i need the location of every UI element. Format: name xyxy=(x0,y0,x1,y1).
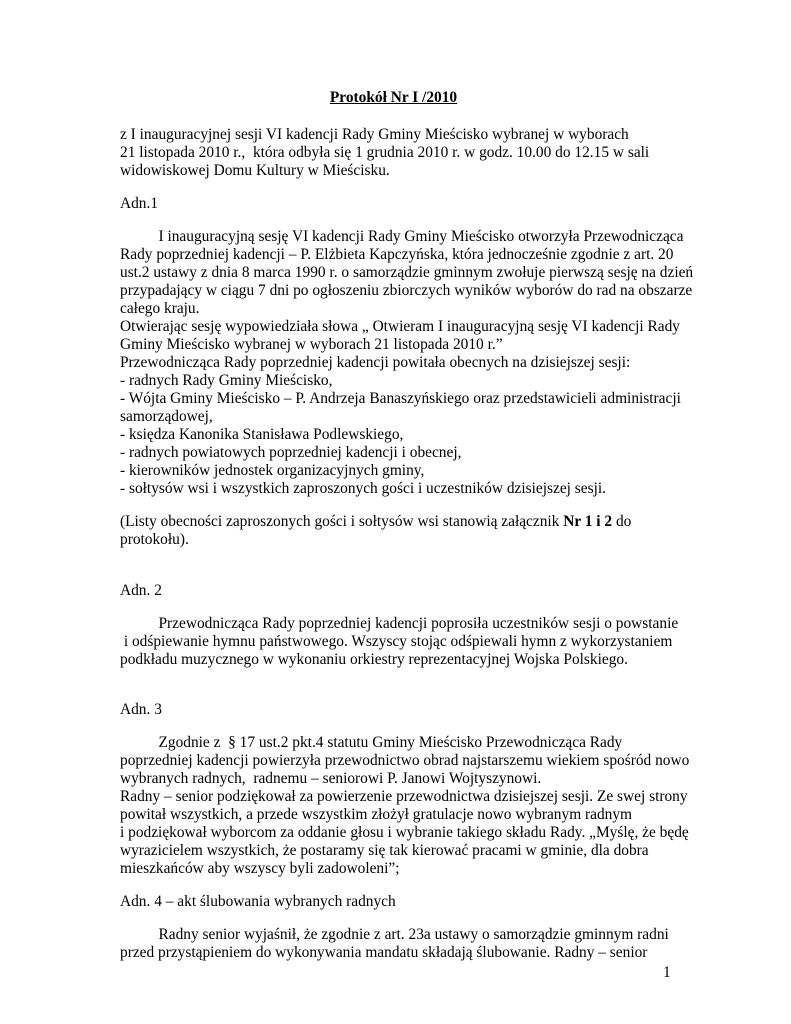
list-item: - Wójta Gminy Mieścisko – P. Andrzeja Banaszyńskiego oraz przedstawicieli administracji xyxy=(120,390,681,407)
paragraph-line: przypadający w ciągu 7 dni po ogłoszeniu zbiorczych wyników wyborów do rad na obszarze xyxy=(120,282,693,299)
paragraph-line: Przewodnicząca Rady poprzedniej kadencji poprosiła uczestników sesji o powstanie xyxy=(120,615,679,632)
list-item: - radnych Rady Gminy Mieścisko, xyxy=(120,372,333,389)
list-item: - sołtysów wsi i wszystkich zaproszonych gości i uczestników dzisiejszej sesji. xyxy=(120,480,606,497)
paragraph-line: i odśpiewanie hymnu państwowego. Wszyscy stojąc odśpiewali hymn z wykorzystaniem xyxy=(120,633,673,650)
paragraph-line: Przewodnicząca Rady poprzedniej kadencji powitała obecnych na dzisiejszej sesji: xyxy=(120,354,631,371)
intro-line: 21 listopada 2010 r., która odbyła się 1 grudnia 2010 r. w godz. 10.00 do 12.15 w sali xyxy=(120,144,650,161)
section-heading-adn3: Adn. 3 xyxy=(120,701,162,718)
list-item: - radnych powiatowych poprzedniej kadencji i obecnej, xyxy=(120,444,462,461)
attachment-note: (Listy obecności zaproszonych gości i sołtysów wsi stanowią załącznik Nr 1 i 2 do xyxy=(120,513,632,530)
paragraph-line: całego kraju. xyxy=(120,300,200,317)
paragraph-line: wyrazicielem wszystkich, że postaramy się tak kierować pracami w gminie, dla dobra xyxy=(120,842,649,859)
paragraph-line: przed przystąpieniem do wykonywania mandatu składają ślubowanie. Radny – senior xyxy=(120,944,648,961)
paragraph-line: Radny senior wyjaśnił, że zgodnie z art. 23a ustawy o samorządzie gminnym radni xyxy=(120,926,669,943)
intro-line: widowiskowej Domu Kultury w Mieścisku. xyxy=(120,162,390,179)
document-title: Protokół Nr I /2010 xyxy=(329,89,458,106)
paragraph-line: podkładu muzycznego w wykonaniu orkiestry reprezentacyjnej Wojska Polskiego. xyxy=(120,651,628,668)
paragraph-line: Radny – senior podziękował za powierzenie przewodnictwa dzisiejszej sesji. Ze swej strony xyxy=(120,788,688,805)
list-item: - księdza Kanonika Stanisława Podlewskiego, xyxy=(120,426,404,443)
paragraph-line: wybranych radnych, radnemu – seniorowi P. Janowi Wojtyszynowi. xyxy=(120,770,542,787)
section-heading-adn4: Adn. 4 – akt ślubowania wybranych radnych xyxy=(120,893,396,910)
paragraph-line: ust.2 ustawy z dnia 8 marca 1990 r. o samorządzie gminnym zwołuje pierwszą sesję na dzień xyxy=(120,264,694,281)
page-number: 1 xyxy=(663,964,671,981)
intro-line: z I inauguracyjnej sesji VI kadencji Rady Gminy Mieścisko wybranej w wyborach xyxy=(120,126,629,143)
attachment-note-line2: protokołu). xyxy=(120,531,189,548)
paragraph-line: Rady poprzedniej kadencji – P. Elżbieta Kapczyńska, która jednocześnie zgodnie z art. 20 xyxy=(120,246,674,263)
paragraph-line: powitał wszystkich, a przede wszystkim złożył gratulacje nowo wybranym radnym xyxy=(120,806,633,823)
list-item: - kierowników jednostek organizacyjnych gminy, xyxy=(120,462,425,479)
paragraph-line: i podziękował wyborcom za oddanie głosu i wybranie takiego składu Rady. „Myślę, że będę xyxy=(120,824,689,841)
paragraph-line: Zgodnie z § 17 ust.2 pkt.4 statutu Gminy Mieścisko Przewodnicząca Rady xyxy=(120,734,623,751)
attachment-ref: Nr 1 i 2 xyxy=(563,513,613,530)
paragraph-line: I inauguracyjną sesję VI kadencji Rady Gminy Mieścisko otworzyła Przewodnicząca xyxy=(120,228,684,245)
paragraph-line: mieszkańców aby wszyscy byli zadowoleni”; xyxy=(120,860,400,877)
paragraph-line: poprzedniej kadencji powierzyła przewodnictwo obrad najstarszemu wiekiem spośród nowo xyxy=(120,752,690,769)
paragraph-line: Gminy Mieścisko wybranej w wyborach 21 listopada 2010 r.” xyxy=(120,336,503,353)
section-heading-adn2: Adn. 2 xyxy=(120,582,162,599)
paragraph-line: Otwierając sesję wypowiedziała słowa „ Otwieram I inauguracyjną sesję VI kadencji Rady xyxy=(120,318,680,335)
list-item: samorządowej, xyxy=(120,408,213,425)
section-heading-adn1: Adn.1 xyxy=(120,195,159,212)
